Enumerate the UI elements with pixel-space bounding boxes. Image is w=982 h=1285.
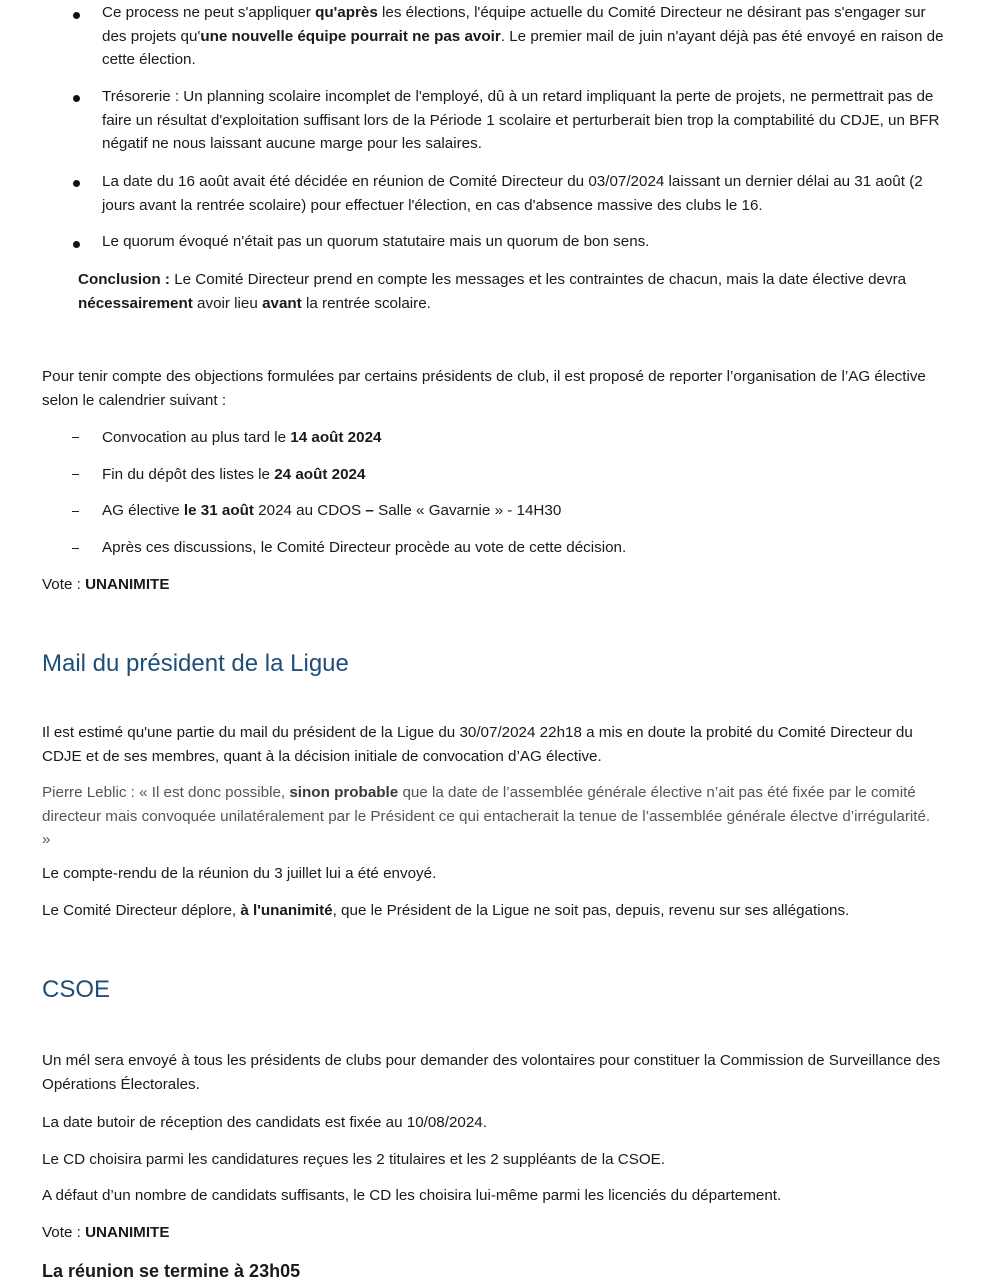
vote-result-2 [42,1221,942,1245]
bullet-item [102,170,944,217]
conclusion [78,268,944,315]
text-run: Salle « Gavarnie » - 14H30 [373,502,562,519]
text-run: Après ces discussions, le Comité Directeur procède au vote de cette décision. [102,539,627,556]
bullet-dot [73,180,80,187]
text-run: avoir lieu [192,294,263,312]
bullet-item [102,1,944,72]
schedule-item [102,463,944,487]
mail-paragraph-3 [42,899,942,923]
emphasis-text: à l'unanimité [240,902,333,919]
emphasis-text: une nouvelle équipe pourrait ne pas avoir [200,27,501,45]
text-run: Le Comité Directeur prend en compte les messages et les contraintes de chacun, mais la date élective devra [169,271,907,288]
emphasis-text: UNANIMITE [85,1224,170,1241]
text-run: La date du 16 août avait été décidée en réunion de Comité Directeur du 03/07/2024 laissant un dernier délai au 31 août (2 jours avant la rentrée scolaire) pour effectuer l'élection, en cas d'absence massive des clubs le 16. [102,173,923,214]
text-run: Pierre Leblic : « Il est donc possible, [42,784,290,801]
emphasis-text: qu'après [315,4,378,21]
text-run: la rentrée scolaire. [301,294,431,312]
text-run: Ce process ne peut s'appliquer [102,4,316,21]
emphasis-text: Conclusion : [78,271,170,288]
bullet-dot [73,95,80,102]
vote-result [42,573,942,597]
emphasis-text: 14 août 2024 [290,429,382,446]
section-heading-mail: Mail du président de la Ligue [42,650,349,677]
list-dash [72,548,79,549]
text-run: Fin du dépôt des listes le [102,466,275,483]
emphasis-text: – [365,502,374,519]
bullet-item [102,85,944,156]
closing-statement: La réunion se termine à 23h05 [42,1261,301,1281]
bullet-item [102,230,944,254]
emphasis-text: nécessairement [78,294,193,312]
emphasis-text: sinon probable [289,784,399,801]
list-dash [72,511,79,512]
text-run: Le Comité Directeur déplore, [42,902,241,919]
schedule-item [102,536,944,560]
emphasis-text: le 31 août [183,502,254,519]
schedule-item [102,499,944,523]
text-run: Trésorerie : Un planning scolaire incomplet de l'employé, dû à un retard impliquant la perte de projets, ne permettrait pas de faire un résultat d'exploitation suffisant lors de la Période 1 scolaire et perturberait bien trop la comptabilité du CDJE, un BFR négatif ne nous laissant aucune marge pour les salaires. [102,88,940,152]
quote-paragraph [42,781,942,852]
text-run: Le quorum évoqué n'était pas un quorum statutaire mais un quorum de bon sens. [102,233,650,250]
list-dash [72,474,79,475]
emphasis-text: 24 août 2024 [274,466,366,483]
schedule-item [102,426,944,450]
text-run: que la date de l’assemblée générale élective n’ait pas été fixée par le comité directeur mais convoquée unilatéralement par le Président ce qui entacherait la tenue de l’assemblée générale électve d’irrégularité. » [42,784,931,848]
csoe-paragraph-1: Un mél sera envoyé à tous les présidents de clubs pour demander des volontaires pour constituer la Commission de Surveillance des Opérations Électorales. [42,1052,941,1093]
text-run: Vote : [42,1224,86,1241]
intro-paragraph: Pour tenir compte des objections formulées par certains présidents de club, il est proposé de reporter l’organisation de l’AG élective selon le calendrier suivant : [42,368,926,409]
csoe-paragraph-4: A défaut d’un nombre de candidats suffisants, le CD les choisira lui-même parmi les licenciés du département. [42,1187,782,1204]
bullet-dot [73,12,80,19]
text-run: Vote : [42,576,86,593]
csoe-paragraph-3: Le CD choisira parmi les candidatures reçues les 2 titulaires et les 2 suppléants de la CSOE. [42,1151,665,1168]
emphasis-text: UNANIMITE [85,576,170,593]
csoe-paragraph-2: La date butoir de réception des candidats est fixée au 10/08/2024. [42,1114,487,1131]
section-heading-csoe: CSOE [42,976,111,1003]
text-run: . Le premier mail de juin n'ayant déjà pas été envoyé en raison de cette élection. [102,27,944,68]
mail-paragraph: Il est estimé qu'une partie du mail du président de la Ligue du 30/07/2024 22h18 a mis en doute la probité du Comité Directeur du CDJE et de ses membres, quant à la décision initiale de convocation d’AG élective. [42,724,913,765]
text-run: AG élective [102,502,184,519]
text-run: 2024 au CDOS [253,502,366,519]
list-dash [72,437,79,438]
bullet-dot [73,241,80,248]
mail-paragraph-2: Le compte-rendu de la réunion du 3 juillet lui a été envoyé. [42,865,437,882]
text-run: les élections, l'équipe actuelle du Comité Directeur ne désirant pas s'engager sur des projets qu' [102,4,926,45]
text-run: , que le Président de la Ligue ne soit pas, depuis, revenu sur ses allégations. [332,902,850,919]
text-run: Convocation au plus tard le [102,429,291,446]
emphasis-text: avant [262,294,302,312]
